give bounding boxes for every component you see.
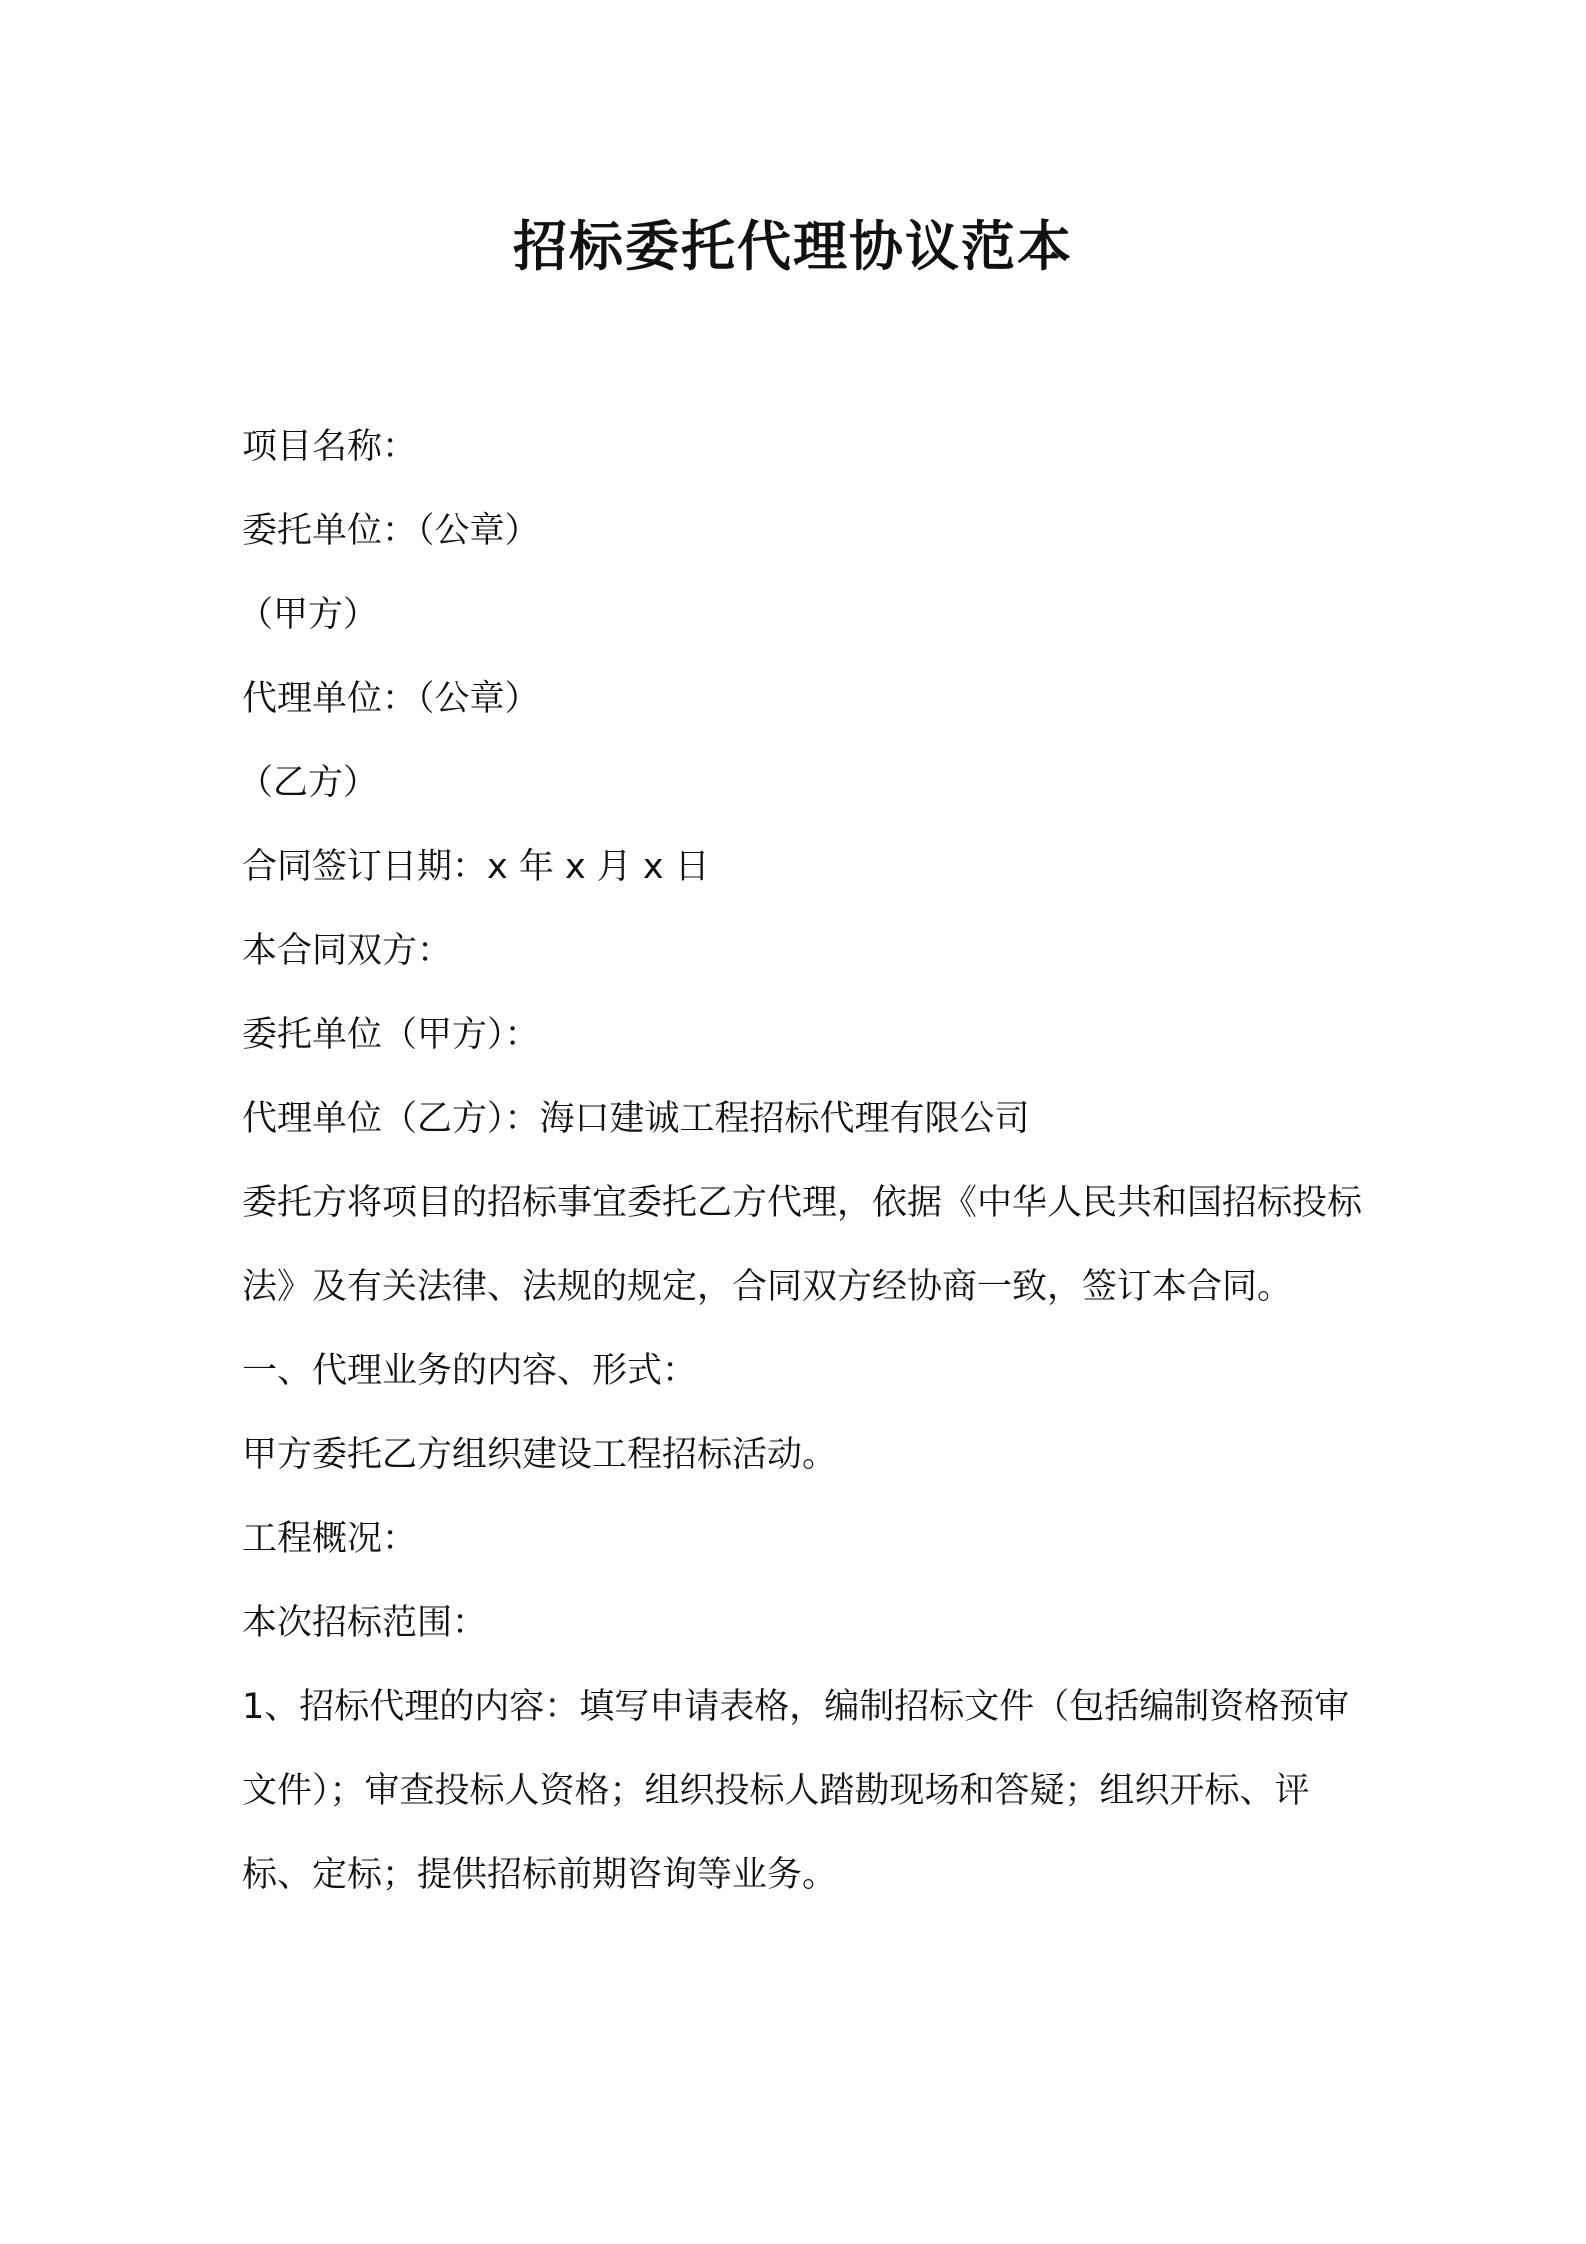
client-unit-line: 委托单位：（公章） bbox=[242, 511, 540, 551]
section-1-heading: 一、代理业务的内容、形式： bbox=[242, 1351, 698, 1391]
signing-date-line: 合同签订日期：x 年 x 月 x 日 bbox=[242, 847, 710, 887]
contract-parties-line: 本合同双方： bbox=[242, 931, 453, 971]
intro-paragraph: 委托方将项目的招标事宜委托乙方代理，依据《中华人民共和国招标投标法》及有关法律、法规的规定，合同双方经协商一致，签订本合同。 bbox=[242, 1183, 1363, 1307]
document-body bbox=[238, 405, 1363, 1917]
agent-party-b-line: 代理单位（乙方）：海口建诚工程招标代理有限公司 bbox=[242, 1099, 1030, 1139]
project-overview-line: 工程概况： bbox=[242, 1519, 418, 1559]
bidding-scope-line: 本次招标范围： bbox=[242, 1603, 488, 1643]
section-1-text: 甲方委托乙方组织建设工程招标活动。 bbox=[242, 1435, 838, 1475]
item-1-paragraph: 1、招标代理的内容：填写申请表格，编制招标文件（包括编制资格预审文件）；审查投标人资格；组织投标人踏勘现场和答疑；组织开标、评标、定标；提供招标前期咨询等业务。 bbox=[242, 1687, 1350, 1895]
agent-unit-line: 代理单位：（公章） bbox=[242, 679, 540, 719]
project-name-line: 项目名称： bbox=[242, 427, 418, 467]
party-a-label: （甲方） bbox=[238, 595, 379, 635]
document-title: 招标委托代理协议范本 bbox=[513, 215, 1073, 278]
party-b-label: （乙方） bbox=[238, 763, 379, 803]
client-party-a-line: 委托单位（甲方）： bbox=[242, 1015, 540, 1055]
